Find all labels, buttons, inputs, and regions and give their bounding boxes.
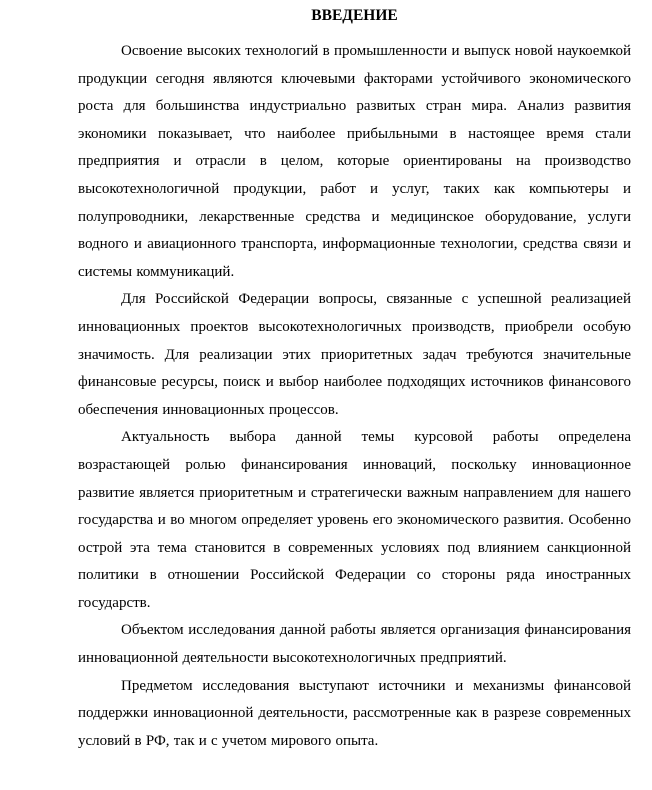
paragraph-russian-federation: Для Российской Федерации вопросы, связанные с успешной реализацией инновационных проектов высокотехнологичных производств, приобрели особую значимость. Для реализации этих приоритетных задач требуются значительные финансовые ресурсы, поиск и выбор наиболее подходящих источников финансового обеспечения инновационных процессов. bbox=[78, 291, 631, 418]
paragraph-research-subject: Предметом исследования выступают источники и механизмы финансовой поддержки инновационной деятельности, рассмотренные как в разрезе современных условий в РФ, так и с учетом мирового опыта. bbox=[78, 677, 631, 749]
paragraph-high-tech: Освоение высоких технологий в промышленности и выпуск новой наукоемкой продукции сегодня являются ключевыми факторами устойчивого экономического роста для большинства индустриально развитых стран мира. Анализ развития экономики показывает, что наиболее прибыльными в настоящее время стали предприятия и отрасли в целом, которые ориентированы на производство высокотехнологичной продукции, работ и услуг, таких как компьютеры и полупроводники, лекарственные средства и медицинское оборудование, услуги водного и авиационного транспорта, информационные технологии, средства связи и системы коммуникаций. bbox=[78, 43, 631, 280]
document-page bbox=[78, 4, 631, 755]
section-title: ВВЕДЕНИЕ bbox=[311, 7, 398, 24]
paragraph-research-object: Объектом исследования данной работы является организация финансирования инновационной деятельности высокотехнологичных предприятий. bbox=[78, 622, 631, 667]
paragraph-relevance: Актуальность выбора данной темы курсовой работы определена возрастающей ролью финансирования инноваций, поскольку инновационное развитие является приоритетным и стратегически важным направлением для нашего государства и во многом определяет уровень его экономического развития. Особенно острой эта тема становится в современных условиях под влиянием санкционной политики в отношении Российской Федерации со стороны ряда иностранных государств. bbox=[78, 429, 631, 611]
